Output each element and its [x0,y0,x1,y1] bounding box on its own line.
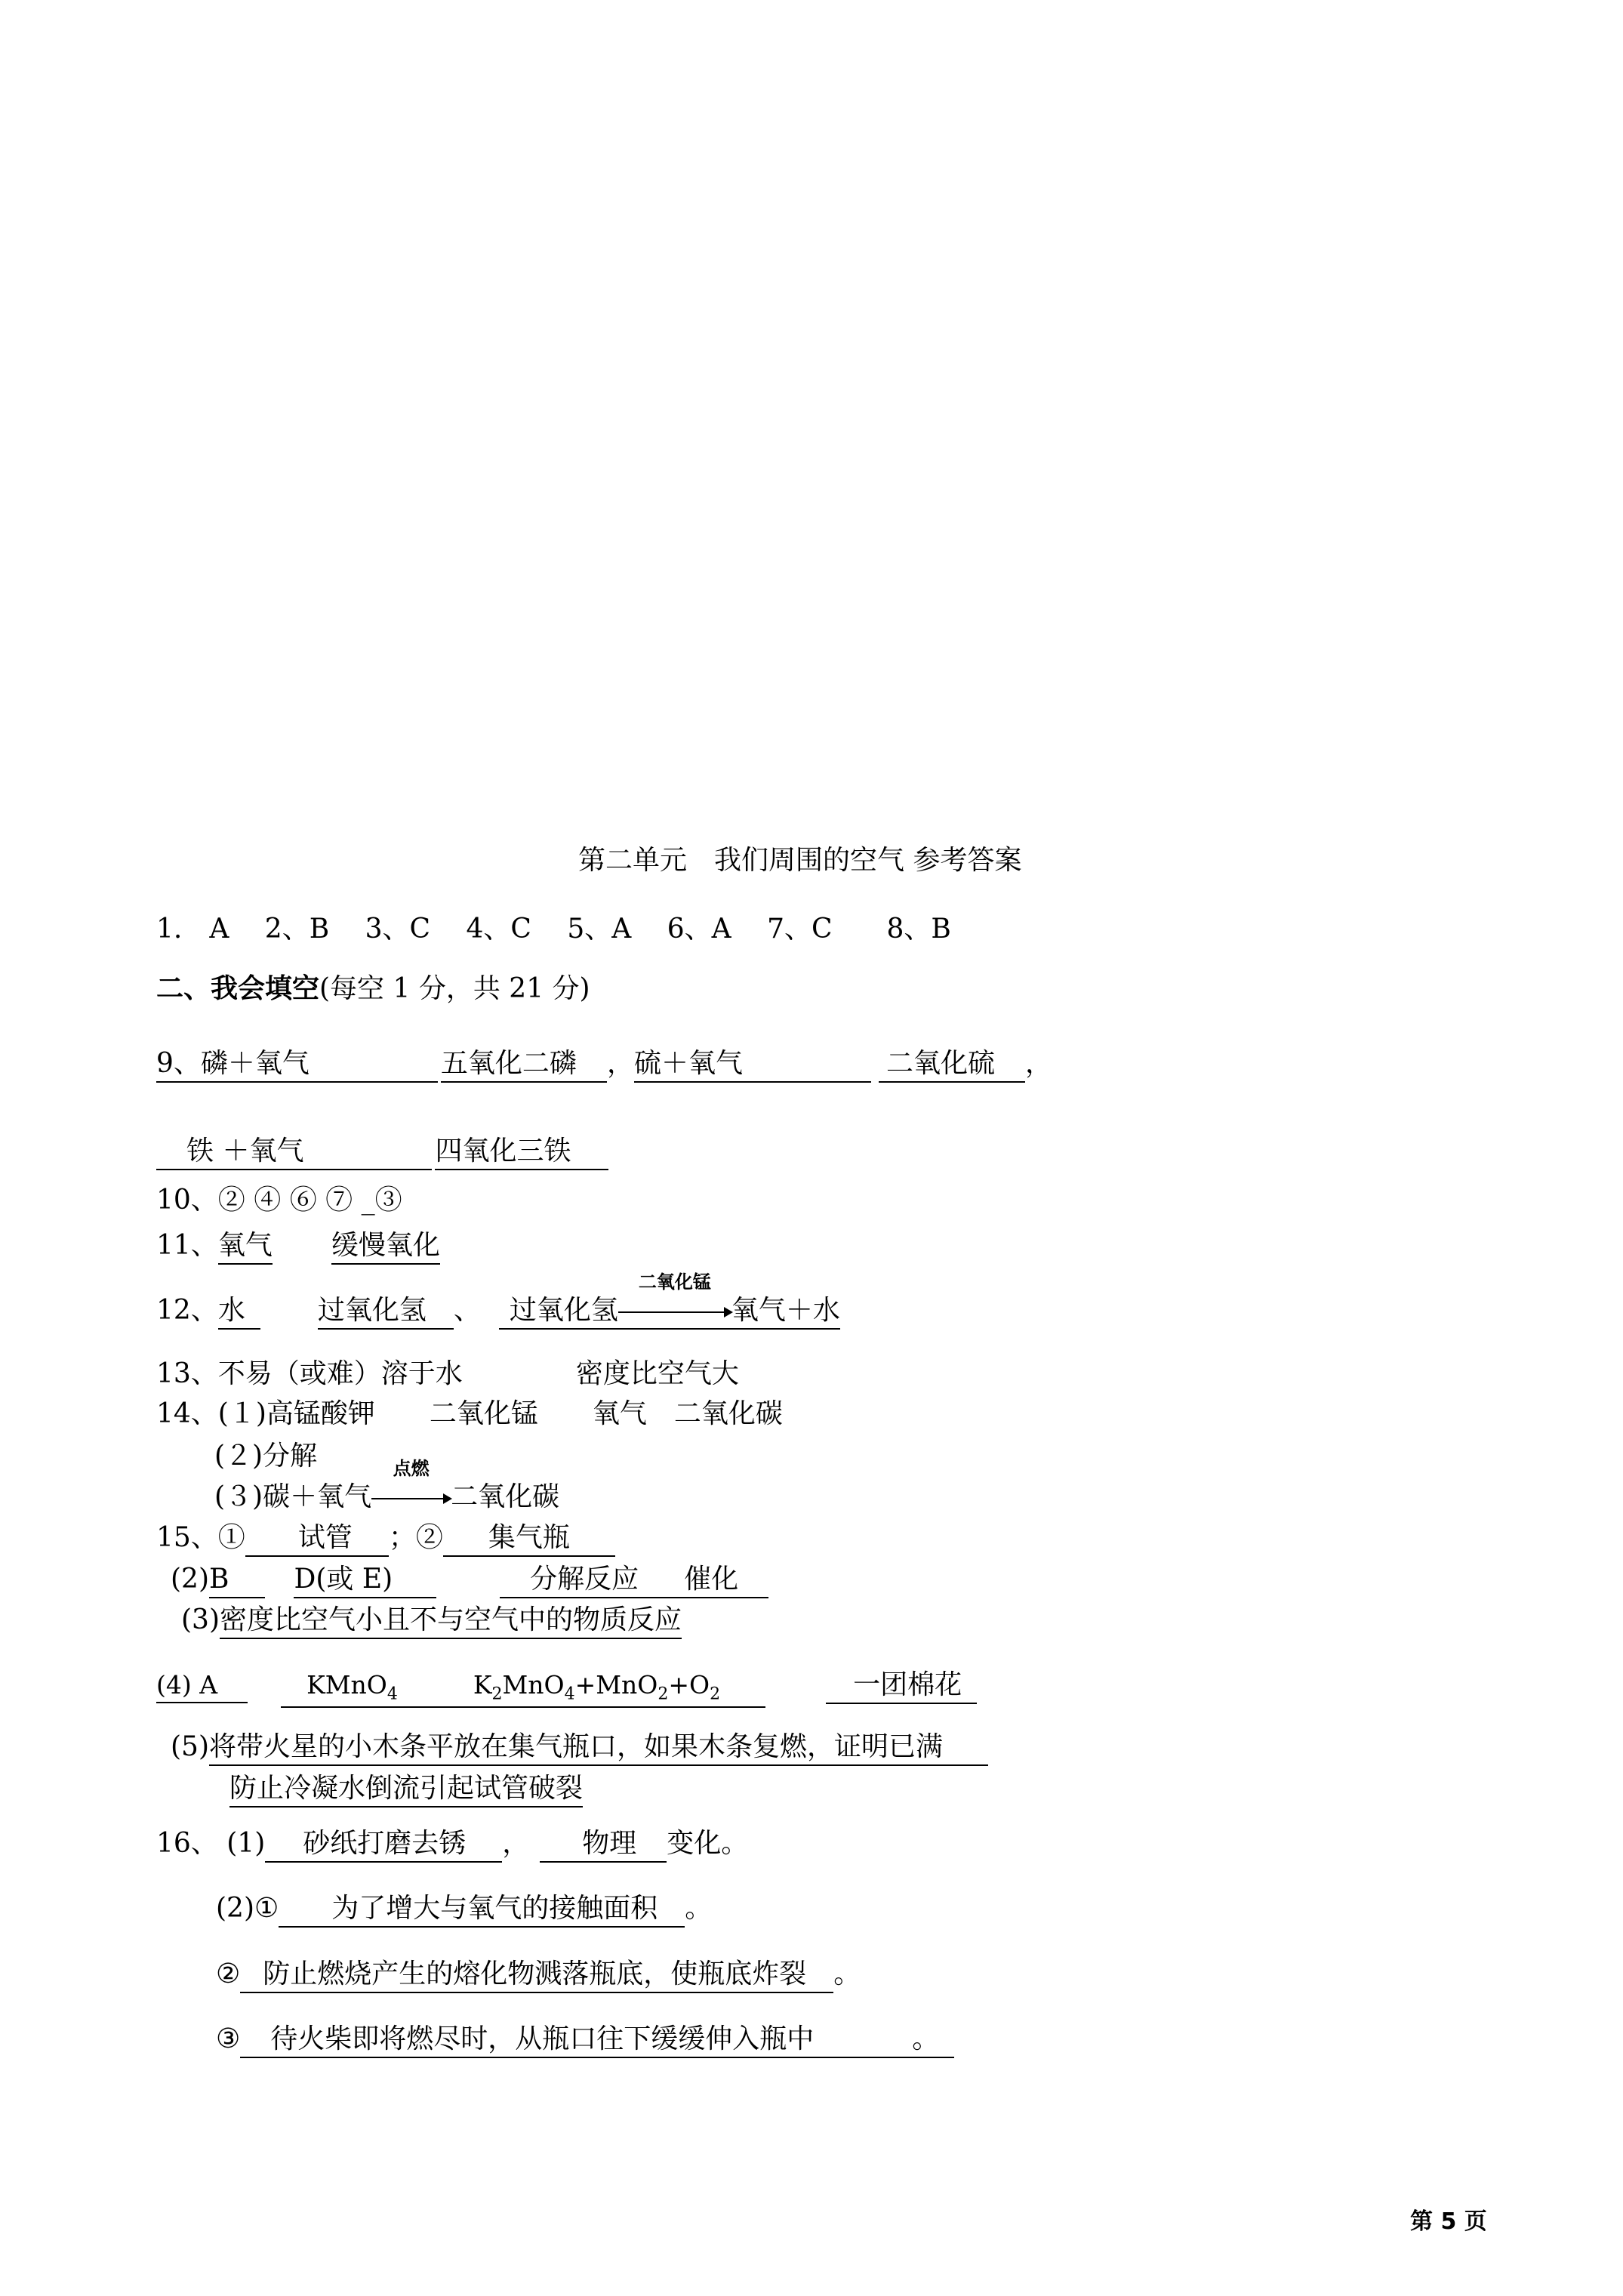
q12-product: 氧气＋水 [731,1295,840,1326]
q11-line [156,1229,440,1265]
q12-equation [499,1271,840,1330]
q9-line2 [156,1135,608,1170]
q14-line2: (２)分解 [214,1441,318,1472]
q15-answer-4: D(或 E) [294,1563,436,1598]
q9-r1-reactants: 磷＋氧气 [200,1048,310,1079]
q12-reaction-arrow [618,1271,731,1327]
arrow-icon [371,1498,451,1499]
q9-separator: ， [606,1048,634,1079]
q15-mno-sub: 4 [564,1684,575,1704]
q11-answer-2: 缓慢氧化 [331,1229,440,1265]
q16-answer-5-text: 待火柴即将燃尽时，从瓶口往下缓缓伸入瓶中 [270,2023,815,2054]
q9-answer-2: 五氧化二磷 [441,1047,607,1083]
q14-condition: 点燃 [393,1457,430,1479]
q15-mno: MnO [502,1670,565,1700]
q16-line4-end: 。 [912,2023,940,2054]
q15-o2: +O [668,1670,710,1700]
q16-answer-3: 为了增大与氧气的接触面积 [279,1892,685,1928]
q12-line [156,1271,840,1330]
q16-line2-end: 。 [685,1893,713,1924]
q16-line1-mid: ， [502,1828,530,1859]
q15-answer-8-sub: 4 [387,1684,398,1704]
q16-line1 [156,1827,748,1863]
q9-blank-2 [743,1047,871,1083]
q15-answer-5: 分解反应 [500,1563,684,1598]
q12-separator: 、 [453,1295,481,1326]
q15-line4-prefix: (4) A [156,1670,248,1703]
q9-line1 [156,1047,1052,1083]
q15-k: K [473,1670,492,1700]
q15-answer-8-text: KMnO [306,1670,387,1700]
q16-line2-prefix: (2)① [216,1893,279,1924]
q9-end: ， [1024,1048,1052,1079]
q15-mno2-sub: 2 [658,1684,669,1704]
section-heading-title: 二、我会填空 [156,972,320,1004]
q16-line2 [216,1892,712,1928]
q13-answer-2: 密度比空气大 [575,1358,739,1389]
q15-line2 [171,1563,768,1598]
q15-answer-12: 防止冷凝水倒流引起试管破裂 [229,1772,583,1808]
arrow-icon [618,1311,731,1313]
q14-line3-reactants: (３)碳＋氧气 [214,1481,372,1512]
q15-answer-2: 集气瓶 [443,1521,615,1557]
q9-number: 9、 [156,1048,201,1079]
q10-answer: 10、② ④ ⑥ ⑦ _③ [156,1185,402,1216]
q14-line3-product: 二氧化碳 [451,1481,560,1512]
q15-line5-prefix: (5) [171,1731,209,1762]
q9-answer-5: 铁 ＋氧气 [156,1135,303,1170]
q15-line3 [181,1604,682,1639]
q12-number: 12、 [156,1295,218,1326]
q15-answer-9 [473,1670,765,1708]
q16-line3-prefix: ② [216,1959,241,1989]
q12-condition: 二氧化锰 [638,1271,711,1293]
q15-line3-prefix: (3) [181,1604,220,1635]
q16-answer-4: 防止燃烧产生的熔化物溅落瓶底，使瓶底炸裂 [240,1958,833,1993]
q15-line1 [156,1521,615,1557]
q9-answer-4: 二氧化硫 [879,1047,1025,1083]
q9-blank-3 [303,1135,432,1170]
q9-answer-1 [156,1047,310,1083]
q15-answer-8 [281,1670,473,1708]
q15-line5 [171,1730,988,1766]
q11-answer-1: 氧气 [218,1229,273,1265]
multiple-choice-answers: 1. A 2、B 3、C 4、C 5、A 6、A 7、C 8、B [156,914,951,945]
q15-line1-mid: ；② [388,1522,443,1553]
q15-line6 [229,1772,583,1808]
q14-reaction-arrow [371,1457,451,1513]
q9-answer-3: 硫＋氧气 [634,1047,743,1083]
q16-line1-end: 变化。 [667,1828,749,1859]
q16-answer-5 [240,2023,954,2058]
q11-number: 11、 [156,1230,218,1261]
q16-answer-1: 砂纸打磨去锈 [265,1827,502,1863]
page-title: 第二单元 我们周围的空气 参考答案 [578,845,1022,876]
q15-answer-1: 试管 [245,1521,389,1557]
section-heading-note: (每空 1 分，共 21 分) [319,973,590,1004]
q9-answer-6: 四氧化三铁 [435,1135,608,1170]
q16-line3 [216,1958,861,1993]
q15-answer-7: 密度比空气小且不与空气中的物质反应 [220,1604,682,1639]
q15-answer-11: 将带火星的小木条平放在集气瓶口，如果木条复燃，证明已满 [209,1730,988,1766]
q16-line4-prefix: ③ [216,2023,241,2054]
q16-line4 [216,2023,954,2058]
page-number: 第 5 页 [1410,2208,1487,2235]
q13-answer-1: 13、不易（或难）溶于水 [156,1358,463,1389]
q16-answer-2: 物理 [540,1827,667,1863]
q13-line [156,1358,739,1390]
q16-line3-end: 。 [833,1959,861,1989]
q9-blank-1 [310,1047,438,1083]
q14-line3 [214,1457,560,1513]
q15-k-sub: 2 [491,1684,503,1704]
q15-line4 [156,1669,977,1708]
section-heading [156,972,590,1005]
q15-o2-sub: 2 [710,1684,721,1704]
q12-answer-1: 水 [218,1294,260,1330]
q15-answer-3: B [209,1563,265,1598]
q16-line1-prefix: 16、 (1) [156,1828,266,1859]
q15-answer-6: 催化 [684,1563,768,1598]
q14-line1: 14、(１)高锰酸钾 二氧化锰 氧气 二氧化碳 [156,1398,783,1429]
q15-line2-prefix: (2) [171,1564,209,1595]
q12-answer-2: 过氧化氢 [318,1294,454,1330]
q15-answer-10: 一团棉花 [826,1669,977,1704]
q15-mno2: +MnO [574,1670,658,1700]
q12-reactant: 过氧化氢 [509,1295,618,1326]
q15-line1-prefix: 15、① [156,1522,245,1553]
